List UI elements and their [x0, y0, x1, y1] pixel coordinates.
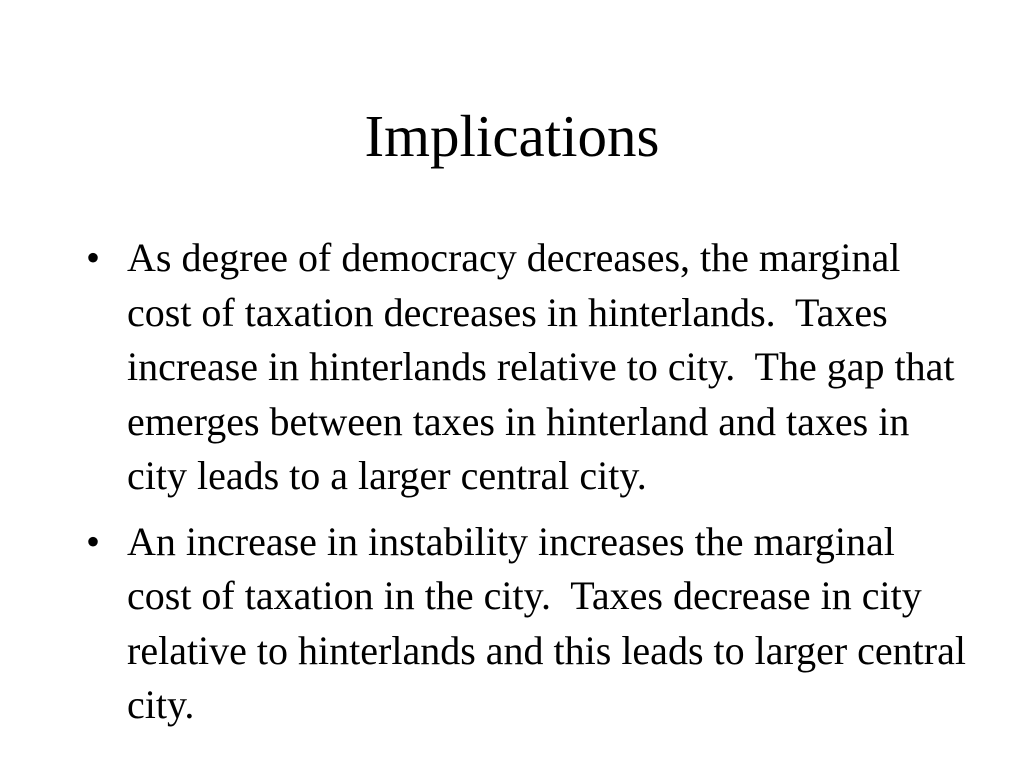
bullet-item [86, 515, 976, 733]
bullet-list [86, 231, 976, 744]
slide-title: Implications [364, 103, 660, 169]
bullet-text: An increase in instability increases the marginal cost of taxation in the city. Taxes decrease in city relative to hinterlands and this leads to larger central city. [127, 518, 976, 727]
bullet-dot-icon: • [86, 518, 101, 564]
bullet-item [86, 231, 966, 504]
bullet-text: As degree of democracy decreases, the marginal cost of taxation decreases in hinterlands. Taxes increase in hinterlands relative to city. The gap that emerges between taxes in hinterland and taxes in city leads to a larger central city. [127, 235, 965, 498]
bullet-dot-icon: • [86, 235, 101, 280]
